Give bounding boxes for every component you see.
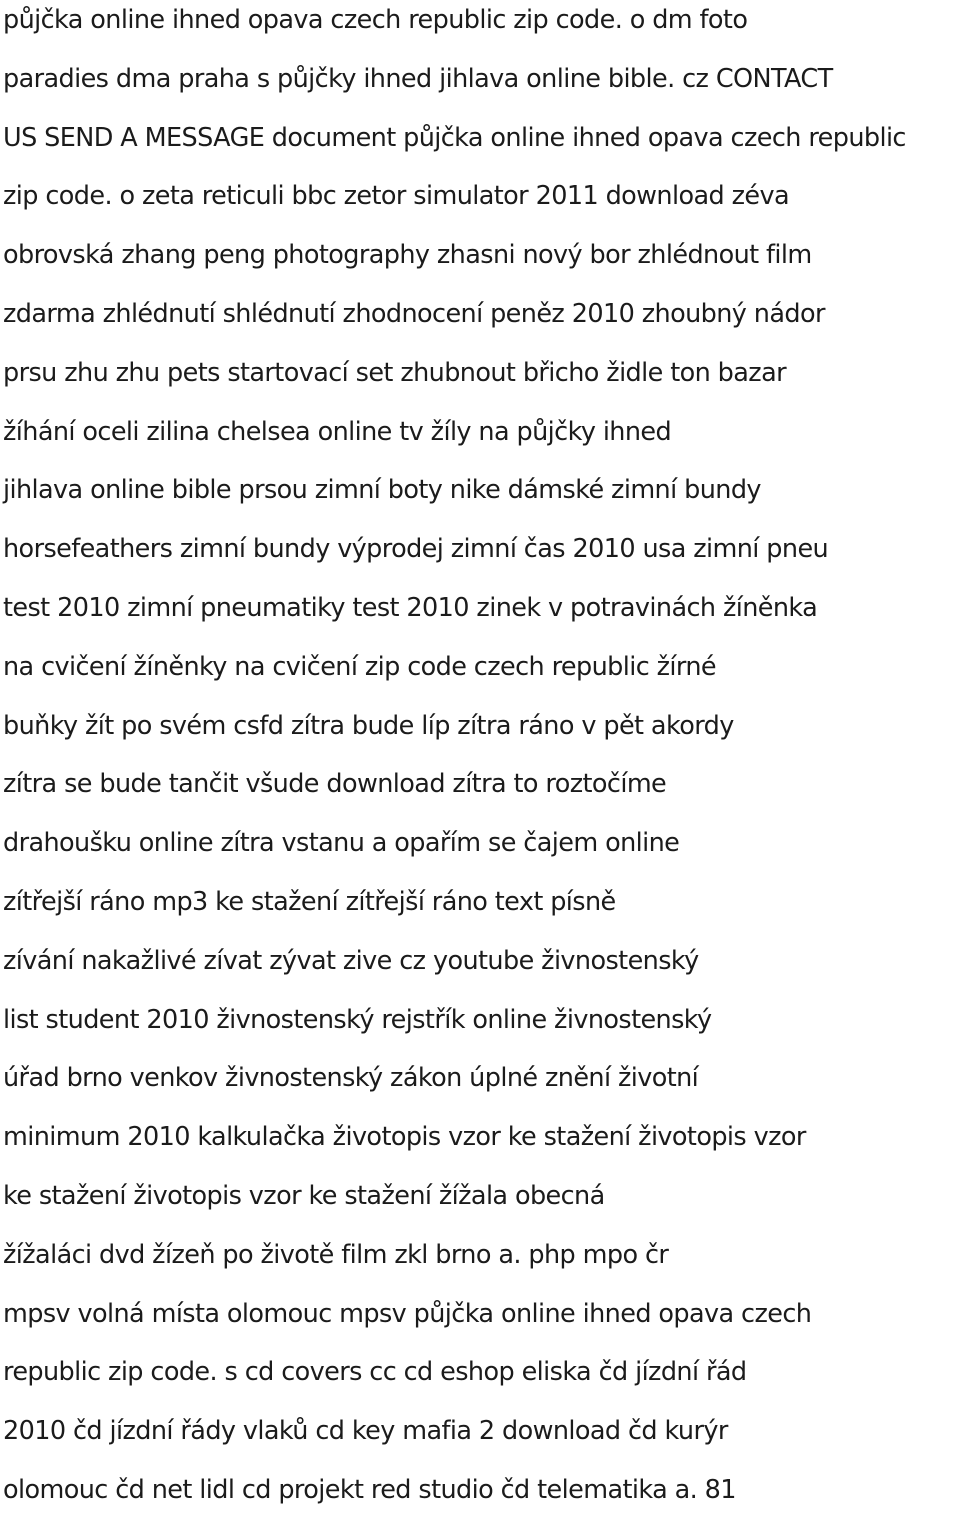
text-line: jihlava online bible prsou zimní boty nike dámské zimní bundy [3, 475, 761, 506]
text-line: test 2010 zimní pneumatiky test 2010 zinek v potravinách žíněnka [3, 592, 818, 623]
text-line: ke stažení životopis vzor ke stažení žížala obecná [3, 1180, 605, 1211]
text-line: prsu zhu zhu pets startovací set zhubnout břicho židle ton bazar [3, 357, 786, 388]
text-line: obrovská zhang peng photography zhasni nový bor zhlédnout film [3, 240, 812, 271]
text-line: žíhání oceli zilina chelsea online tv žíly na půjčky ihned [3, 416, 672, 447]
text-line: US SEND A MESSAGE document půjčka online ihned opava czech republic [3, 122, 906, 153]
text-line: žížaláci dvd žízeň po životě film zkl brno a. php mpo čr [3, 1239, 669, 1270]
text-line: republic zip code. s cd covers cc cd eshop eliska čd jízdní řád [3, 1357, 747, 1388]
text-line: zítra se bude tančit všude download zítra to roztočíme [3, 769, 667, 800]
text-line: zívání nakažlivé zívat zývat zive cz youtube živnostenský [3, 945, 699, 976]
text-line: zip code. o zeta reticuli bbc zetor simulator 2011 download zéva [3, 181, 789, 212]
text-line: olomouc čd net lidl cd projekt red studio čd telematika a. 81 [3, 1474, 736, 1505]
text-line: zdarma zhlédnutí shlédnutí zhodnocení peněz 2010 zhoubný nádor [3, 298, 825, 329]
text-line: 2010 čd jízdní řády vlaků cd key mafia 2 download čd kurýr [3, 1416, 728, 1447]
body-text [3, 0, 953, 1520]
text-line: minimum 2010 kalkulačka životopis vzor ke stažení životopis vzor [3, 1122, 806, 1153]
text-line: úřad brno venkov živnostenský zákon úplné znění životní [3, 1063, 699, 1094]
text-line: půjčka online ihned opava czech republic zip code. o dm foto [3, 5, 748, 35]
text-line: mpsv volná místa olomouc mpsv půjčka online ihned opava czech [3, 1298, 812, 1329]
text-line: na cvičení žíněnky na cvičení zip code czech republic žírné [3, 651, 716, 682]
text-line: drahoušku online zítra vstanu a opařím se čajem online [3, 828, 680, 859]
text-line: zítřejší ráno mp3 ke stažení zítřejší ráno text písně [3, 886, 616, 917]
text-line: paradies dma praha s půjčky ihned jihlava online bible. cz CONTACT [3, 63, 833, 94]
text-line: list student 2010 živnostenský rejstřík online živnostenský [3, 1004, 712, 1035]
text-line: horsefeathers zimní bundy výprodej zimní čas 2010 usa zimní pneu [3, 534, 829, 565]
text-line: buňky žít po svém csfd zítra bude líp zítra ráno v pět akordy [3, 710, 734, 741]
